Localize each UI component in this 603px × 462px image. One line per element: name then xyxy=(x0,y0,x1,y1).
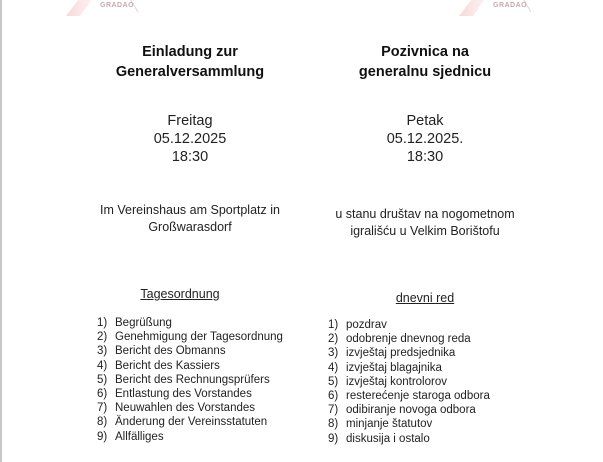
club-logo-right xyxy=(455,0,535,18)
croatian-title-line1: Pozivnica na xyxy=(381,44,469,60)
croatian-title xyxy=(285,42,565,82)
agenda-item: 5) izvještaj kontrolorov xyxy=(328,375,447,388)
croatian-date: 05.12.2025. xyxy=(386,131,464,147)
agenda-item: 7) Neuwahlen des Vorstandes xyxy=(97,402,256,415)
agenda-item: 8) minjanje štatutov xyxy=(328,418,433,431)
logo-text: GRADAO xyxy=(100,2,135,9)
agenda-item: 2) Genehmigung der Tagesordnung xyxy=(97,331,283,344)
agenda-item: 5) Bericht des Rechnungsprüfers xyxy=(97,373,270,386)
agenda-item: 9) Allfälliges xyxy=(97,430,164,443)
agenda-item: 7) odibiranje novoga odbora xyxy=(328,404,476,417)
german-time: 18:30 xyxy=(171,149,209,165)
croatian-agenda-heading: dnevni red xyxy=(395,291,455,305)
agenda-item: 4) Bericht des Kassiers xyxy=(97,359,220,372)
logo-text: GRADAO xyxy=(493,2,528,9)
agenda-item: 3) izvještaj predsjednika xyxy=(328,347,456,360)
agenda-item: 6) resterećenje staroga odbora xyxy=(328,390,490,403)
agenda-item: 2) odobrenje dnevnog reda xyxy=(328,333,471,346)
agenda-item: 1) pozdrav xyxy=(328,319,387,331)
german-title-line2: Generalversammlung xyxy=(115,64,265,80)
page-left-border xyxy=(0,0,2,462)
croatian-agenda-list xyxy=(328,318,490,446)
agenda-item: 8) Änderung der Vereinsstatuten xyxy=(97,416,268,429)
agenda-item: 6) Entlastung des Vorstandes xyxy=(97,388,252,401)
german-agenda-list xyxy=(97,316,283,444)
german-venue-line1: Im Vereinshaus am Sportplatz in xyxy=(100,203,280,217)
croatian-day: Petak xyxy=(406,113,444,129)
german-agenda-heading: Tagesordnung xyxy=(140,287,220,301)
croatian-venue xyxy=(285,206,565,240)
club-logo-left xyxy=(62,0,142,18)
german-day: Freitag xyxy=(167,113,213,129)
croatian-venue-line1: u stanu društav na nogometnom xyxy=(335,207,515,221)
german-title-line1: Einladung zur xyxy=(142,44,238,60)
agenda-item: 3) Bericht des Obmanns xyxy=(97,345,226,358)
agenda-item: 9) diskusija i ostalo xyxy=(328,432,430,445)
german-date: 05.12.2025 xyxy=(153,131,227,147)
croatian-time: 18:30 xyxy=(406,149,444,165)
german-venue-line2: Großwarasdorf xyxy=(148,220,232,234)
croatian-date-block xyxy=(285,112,565,166)
croatian-title-line2: generalnu sjednicu xyxy=(358,64,492,80)
agenda-item: 1) Begrüßung xyxy=(97,317,172,329)
croatian-venue-line2: igrališću u Velkim Borištofu xyxy=(350,224,500,238)
agenda-item: 4) izvještaj blagajnika xyxy=(328,361,442,374)
